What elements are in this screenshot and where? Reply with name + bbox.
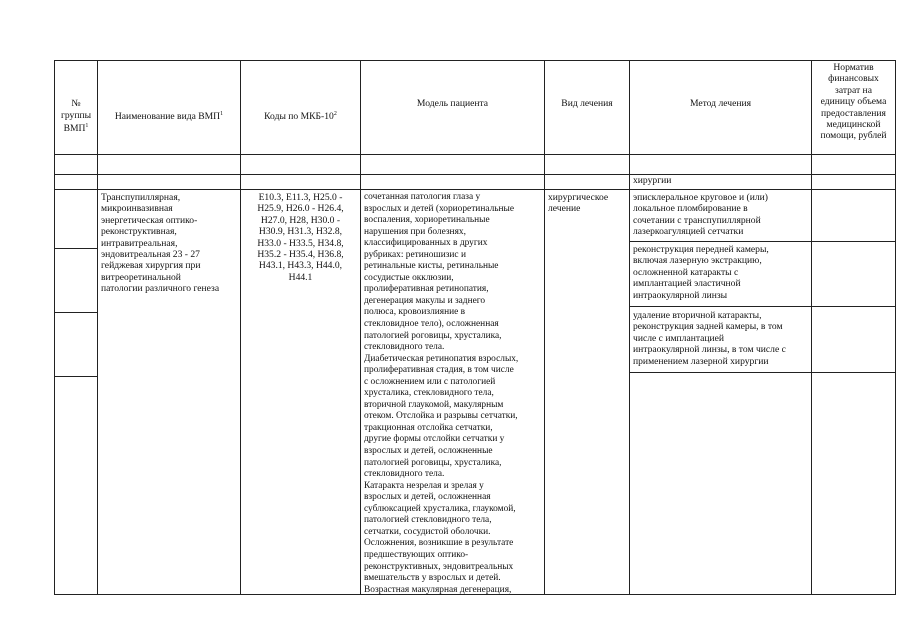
vmp-name-cell: Транспупиллярная, микроинвазивная энергетическая оптико- реконструктивная, интравитреальная, эндовитреальная 23 - 27 гейджевая хирургия при витреоретинальной патологии различного генеза bbox=[101, 192, 220, 295]
header-icd-codes bbox=[241, 98, 360, 123]
cell-divider bbox=[54, 248, 97, 249]
header-icd-codes-text: Коды по МКБ-10 bbox=[264, 111, 334, 123]
treatment-method-cell: удаление вторичной катаракты, реконструкция задней камеры, в том числе с имплантацией интраокулярной линзы, в том числе с применением лазерной хирургии bbox=[633, 310, 786, 367]
footnote-marker: 2 bbox=[333, 111, 337, 118]
header-vmp-name-text: Наименование вида ВМП bbox=[114, 111, 221, 123]
treatment-type-cell: хирургическое лечение bbox=[548, 192, 609, 215]
cell-divider bbox=[54, 312, 97, 313]
cell-divider bbox=[629, 306, 896, 307]
treatment-method-cell: эписклеральное круговое и (или) локальное пломбирование в сочетании с транспупиллярной лазеркоагуляцией сетчатки bbox=[633, 192, 768, 238]
icd-codes-cell: E10.3, E11.3, H25.0 - H25.9, H26.0 - H26.4, H27.0, H28, H30.0 - H30.9, H31.3, H32.8, H33.0 - H33.5, H34.8, H35.2 - H35.4, H36.8, H43.1, H43.3, H44.0, H44.1 bbox=[257, 192, 344, 283]
column-divider bbox=[629, 60, 630, 595]
cell-divider bbox=[629, 372, 896, 373]
header-bottom-border bbox=[54, 154, 896, 155]
cell-divider bbox=[629, 241, 896, 242]
header-treatment-method: Метод лечения bbox=[689, 98, 752, 109]
table-right-border bbox=[895, 60, 896, 595]
patient-model-cell: сочетанная патология глаза у взрослых и детей (хориоретинальные воспаления, хориоретинальные нарушения при болезнях, классифицированных в других рубриках: ретиношизис и ретинальные кисты, ретинальные сосудистые окклюзии, пролиферативная ретинопатия, дегенерация макулы и заднего полюса, кровоизлияние в стекловидное тело), осложненная патологией роговицы, хрусталика, стекловидного тела. Диабетическая ретинопатия взрослых, пролиферативная стадия, в том числе с осложнением или с патологией хрусталика, стекловидного тела, вторичной глаукомой, макулярным отеком. Отслойка и разрывы сетчатки, тракционная отслойка сетчатки, другие формы отслойки сетчатки у взрослых и детей, осложненные патологией роговицы, хрусталика, стекловидного тела. Катаракта незрелая и зрелая у взрослых и детей, осложненная сублюксацией хрусталика, глаукомой, патологией стекловидного тела, сетчатки, сосудистой оболочки. Осложнения, возникшие в результате предшествующих оптико- реконструктивных, эндовитреальных вмешательств у взрослых и детей. Возрастная макулярная дегенерация, bbox=[364, 192, 519, 595]
footnote-marker: 1 bbox=[85, 123, 89, 130]
method-continuation: хирургии bbox=[633, 175, 672, 186]
column-divider bbox=[97, 60, 98, 595]
header-vmp-name bbox=[98, 98, 240, 123]
treatment-method-cell: реконструкция передней камеры, включая лазерную экстракцию, осложненной катаракты с имплантацией эластичной интраокулярной линзы bbox=[633, 244, 769, 301]
column-divider bbox=[240, 60, 241, 595]
row-divider bbox=[54, 189, 896, 190]
header-treatment-type: Вид лечения bbox=[561, 98, 613, 109]
column-divider bbox=[360, 60, 361, 595]
header-financial-norm: Норматив финансовых затрат на единицу объема предоставления медицинской помощи, рублей bbox=[820, 62, 887, 142]
table-top-border bbox=[54, 60, 896, 61]
header-group-number-text: № группы ВМП bbox=[60, 98, 92, 135]
footnote-marker: 1 bbox=[220, 111, 224, 118]
cell-divider bbox=[54, 376, 97, 377]
header-patient-model: Модель пациента bbox=[416, 98, 489, 109]
table-left-border bbox=[54, 60, 55, 595]
header-group-number bbox=[55, 87, 97, 135]
